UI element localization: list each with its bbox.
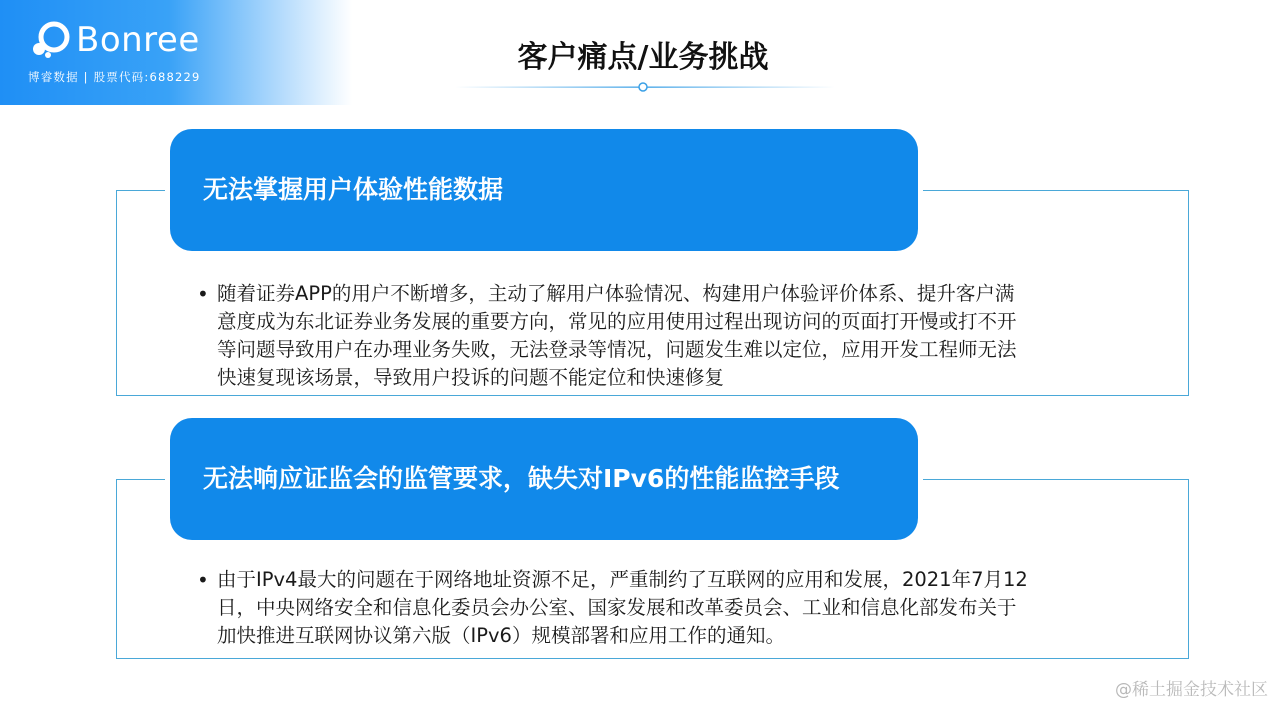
logo-block — [0, 0, 352, 105]
text-line: 加快推进互联网协议第六版（IPv6）规模部署和应用工作的通知。 — [217, 624, 785, 647]
section-body-1 — [217, 280, 1097, 392]
text-line: 日，中央网络安全和信息化委员会办公室、国家发展和改革委员会、工业和信息化部发布关于 — [217, 596, 1017, 619]
bullet-icon: • — [197, 568, 209, 592]
text-line: 由于IPv4最大的问题在于网络地址资源不足，严重制约了互联网的应用和发展，2021年7月12 — [217, 568, 1028, 591]
section-banner-1 — [170, 129, 918, 251]
watermark: @稀土掘金技术社区 — [1115, 680, 1268, 700]
text-line: 随着证券APP的用户不断增多，主动了解用户体验情况、构建用户体验评价体系、提升客户满 — [217, 282, 1015, 305]
bonree-logo-icon — [28, 20, 72, 60]
section-heading-2: 无法响应证监会的监管要求，缺失对IPv6的性能监控手段 — [203, 464, 840, 493]
section-heading-1: 无法掌握用户体验性能数据 — [203, 175, 504, 204]
bullet-icon: • — [197, 282, 209, 306]
brand-name: Bonree — [76, 20, 200, 60]
text-line: 快速复现该场景，导致用户投诉的问题不能定位和快速修复 — [217, 366, 725, 389]
section-banner-2 — [170, 418, 918, 540]
title-underline — [455, 82, 835, 92]
brand-subtitle: 博睿数据 | 股票代码:688229 — [28, 70, 201, 84]
text-line: 等问题导致用户在办理业务失败，无法登录等情况，问题发生难以定位，应用开发工程师无法 — [217, 338, 1017, 361]
text-line: 意度成为东北证券业务发展的重要方向，常见的应用使用过程出现访问的页面打开慢或打不开 — [217, 310, 1017, 333]
section-body-2 — [217, 566, 1097, 650]
page-title: 客户痛点/业务挑战 — [517, 40, 769, 75]
